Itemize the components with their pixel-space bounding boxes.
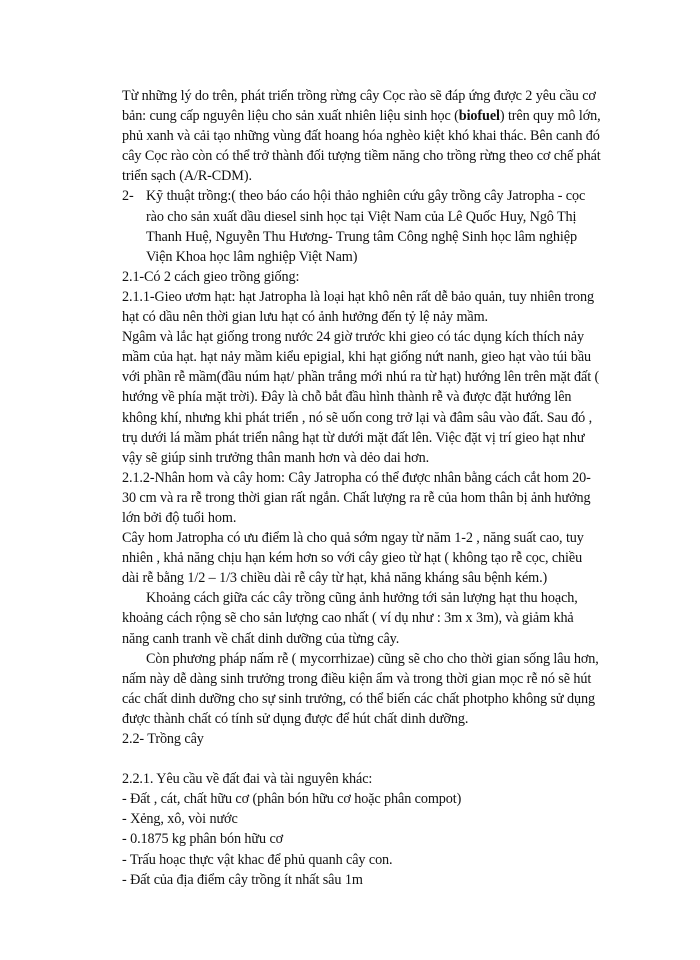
paragraph-cuttings: Cây hom Jatropha có ưu điểm là cho quả sớm ngay từ năm 1-2 , năng suất cao, tuy nhiên , khả năng chịu hạn kém hơn so với cây gieo từ hạt ( không tạo rễ cọc, chiều dài rễ bằng 1/2 – 1/3 chiều dài rễ cây từ hạt, khả năng kháng sâu bệnh kém.) (122, 530, 584, 587)
bullet-item: - Đất , cát, chất hữu cơ (phân bón hữu cơ hoặc phân compot) (122, 791, 462, 808)
bullet-item: - Trấu hoạc thực vật khac để phủ quanh cây con. (122, 851, 393, 868)
bullet-item: - Xẻng, xô, vòi nước (122, 811, 238, 828)
bullet-item: - Đất của địa điểm cây trồng ít nhất sâu 1m (122, 871, 363, 888)
paragraph-soaking: Ngâm và lắc hạt giống trong nước 24 giờ trước khi gieo có tác dụng kích thích nảy mầm của hạt. hạt nảy mầm kiểu epigial, khi hạt giống nứt nanh, gieo hạt vào túi bầu với phần rễ mầm(đầu núm hạt/ phần trắng mới nhú ra từ hạt) hướng lên trên mặt đất ( hướng về phía mặt trời). Đây là chỗ bắt đầu hình thành rễ và được đặt hướng lên không khí, nhưng khi phát triển , nó sẽ uốn cong trở lại và đâm sâu vào đất. Sau đó , trụ dưới lá mầm phát triển nâng hạt từ dưới mặt đất lên. Việc đặt vị trí gieo hạt như vậy sẽ giúp sinh trưởng thân manh hơn và dẻo dai hơn. (122, 329, 600, 466)
section-2-item (122, 186, 602, 266)
section-2-number: 2- (122, 188, 134, 205)
heading-2-2: 2.2- Trồng cây (122, 731, 204, 747)
intro-text-b: ) trên quy mô lớn, phủ xanh và cải tạo những vùng đất hoang hóa nghèo kiệt khó khai thác. Bên canh đó cây Cọc rào còn có thể trở thành đối tượng tiềm năng cho trồng rừng theo cơ chế phát triển sạch (A/R-CDM). (122, 108, 601, 185)
paragraph-2-1-1: 2.1.1-Gieo ươm hạt: hạt Jatropha là loại hạt khô nên rất dễ bảo quản, tuy nhiên trong hạt có dầu nên thời gian lưu hạt có ảnh hưởng đến tỷ lệ nảy mầm. (122, 288, 594, 326)
heading-2-1: 2.1-Có 2 cách gieo trồng giống: (122, 268, 300, 285)
intro-paragraph (122, 86, 602, 186)
bullet-item: - 0.1875 kg phân bón hữu cơ (122, 831, 284, 848)
paragraph-mycorrhizae: Còn phương pháp nấm rễ ( mycorrhizae) cũng sẽ cho cho thời gian sống lâu hơn, nấm này dễ dàng sinh trưởng trong điều kiện ẩm và trong thời gian mọc rễ nó sẽ hút các chất dinh dưỡng cho sự sinh trưởng, có thể biến các chất photpho không sử dụng được thành chất có tính sử dụng được để hút chất dinh dưỡng. (122, 650, 599, 727)
intro-text-a: Từ những lý do trên, phát triển trồng rừng cây Cọc rào sẽ đáp ứng được 2 yêu cầu cơ bản: cung cấp nguyên liệu cho sản xuất nhiên liệu sinh học ( (122, 88, 596, 125)
document-body (122, 86, 602, 890)
paragraph-spacing: Khoảng cách giữa các cây trồng cũng ảnh hưởng tới sản lượng hạt thu hoạch, khoảng cách rộng sẽ cho sản lượng cao nhất ( ví dụ như : 3m x 3m), và giảm khả năng canh tranh về chất dinh dưỡng của từng cây. (122, 590, 578, 647)
biofuel-term: biofuel (458, 108, 500, 125)
paragraph-2-1-2: 2.1.2-Nhân hom và cây hom: Cây Jatropha có thể được nhân bằng cách cắt hom 20-30 cm và ra rễ trong thời gian rất ngắn. Chất lượng ra rễ của hom thân bị ảnh hưởng lớn bởi độ tuổi hom. (122, 469, 591, 526)
blank-line (122, 749, 602, 769)
section-2-text: Kỹ thuật trồng:( theo báo cáo hội thảo nghiên cứu gây trồng cây Jatropha - cọc rào cho sản xuất dầu diesel sinh học tại Việt Nam của Lê Quốc Huy, Ngô Thị Thanh Huệ, Nguyễn Thu Hương- Trung tâm Công nghệ Sinh học lâm nghiệp Viện Khoa học lâm nghiệp Việt Nam) (146, 188, 586, 265)
heading-2-2-1: 2.2.1. Yêu cầu về đất đai và tài nguyên khác: (122, 771, 373, 788)
